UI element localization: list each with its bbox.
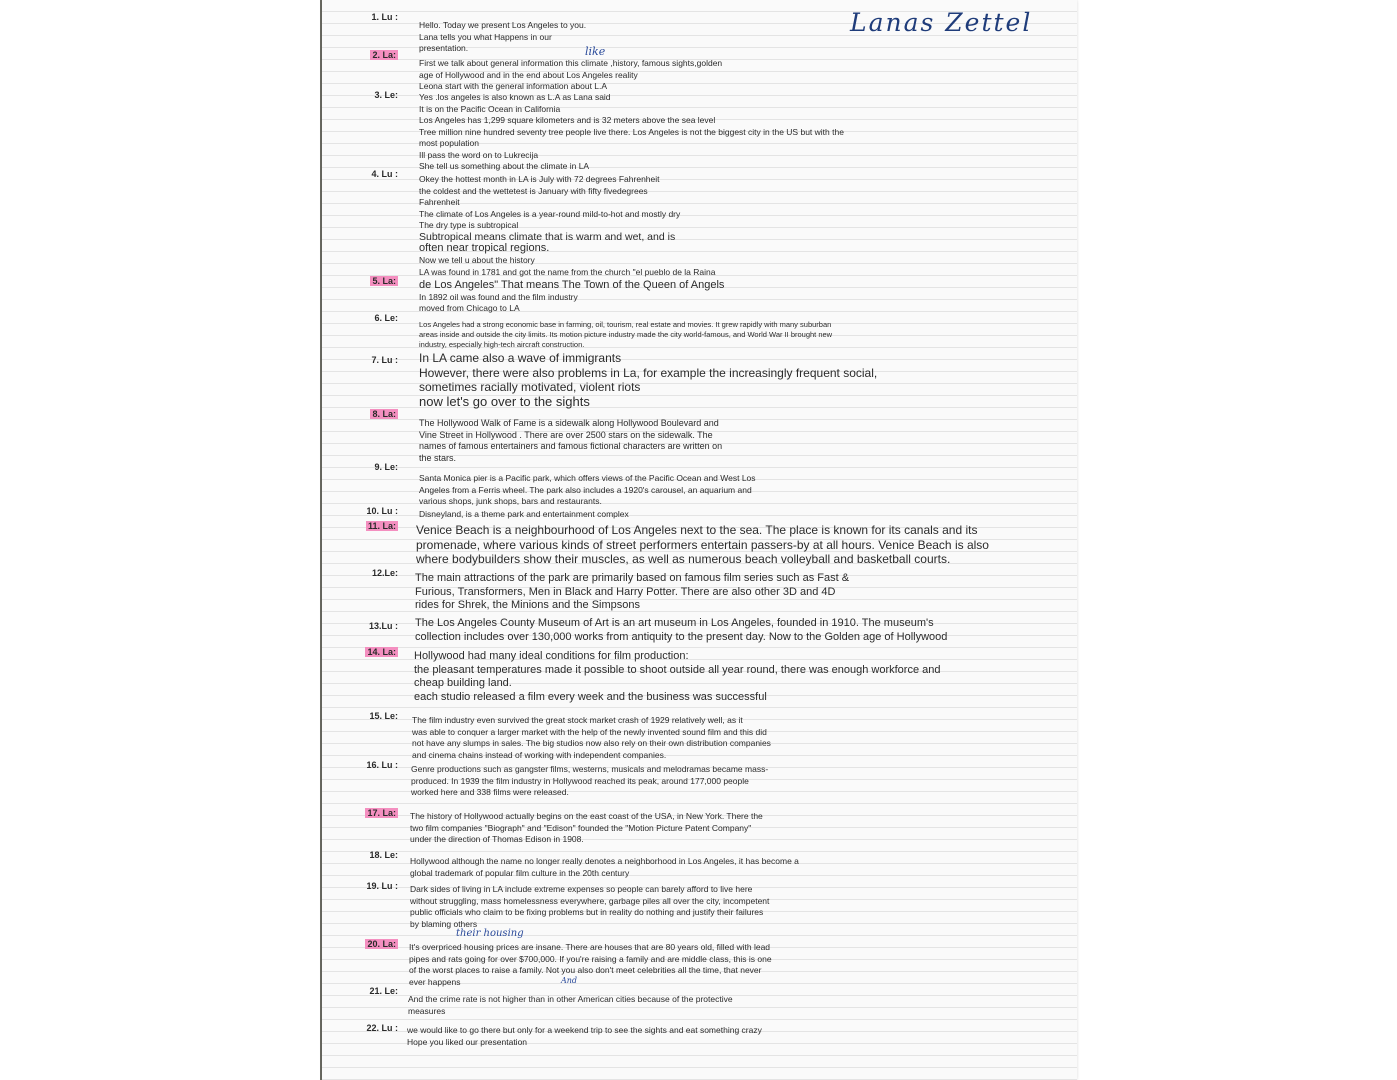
- text-block-22: we would like to go there but only for a weekend trip to see the sights and eat something crazy Hope you liked our presentation: [407, 1025, 762, 1047]
- handwritten-their-housing: their housing: [456, 928, 524, 939]
- text-block-13: The Los Angeles County Museum of Art is an art museum in Los Angeles, founded in 1910. The museum's collection includes over 130,000 works from antiquity to the present day. Now to the Golden age of Hollywood: [415, 617, 948, 643]
- text-block-7: In LA came also a wave of immigrants However, there were also problems in La, for example the increasingly frequent social, sometimes racially motivated, violent riots now let's go over to the sights: [419, 351, 878, 409]
- text-block-14: Hollywood had many ideal conditions for film production: the pleasant temperatures made it possible to shoot outside all year round, there was enough workforce and cheap building land. each studio released a film every week and the business was successful: [414, 650, 941, 703]
- text-block-10: Disneyland, is a theme park and entertainment complex: [419, 509, 629, 519]
- text-block-17: The history of Hollywood actually begins on the east coast of the USA, in New York. There the two film companies "Biograph" and "Edison" founded the "Motion Picture Patent Company" under the direction of Thomas Edison in 1908.: [410, 811, 763, 844]
- text-block-16: Genre productions such as gangster films, westerns, musicals and melodramas became mass- produced. In 1939 the film industry in Hollywood reached its peak, around 177,000 people worked here and 338 films were released.: [411, 764, 769, 797]
- speaker-label-1: 1. Lu :: [371, 12, 398, 22]
- text-block-11: Venice Beach is a neighbourhood of Los Angeles next to the sea. The place is known for its canals and its promenade, where various kinds of street performers entertain passers-by at all hours. Venice Beach is also where bodybuilders show their muscles, as well as numerous beach volleyball and basketball courts.: [416, 523, 989, 566]
- text-block-19: Dark sides of living in LA include extreme expenses so people can barely afford to live here without struggling, mass homelessness everywhere, garbage piles all over the city, incompetent public officials who claim to be fixing problems but in reality do nothing and justify their failures by blaming others: [410, 884, 770, 929]
- speaker-label-5: 5. La:: [372, 276, 396, 286]
- text-block-15: The film industry even survived the great stock market crash of 1929 relatively well, as it was able to conquer a larger market with the help of the newly invented sound film and this did not have any slumps in sales. The big studios now also rely on their own distribution companies and cinema chains instead of working with independent companies.: [412, 715, 771, 760]
- speaker-label-19: 19. Lu :: [366, 881, 398, 891]
- handwritten-and: And: [561, 976, 578, 985]
- text-block-1: Hello. Today we present Los Angeles to you. Lana tells you what Happens in our presentation.: [419, 20, 587, 53]
- speaker-label-14: 14. La:: [367, 647, 396, 657]
- text-block-9: Santa Monica pier is a Pacific park, which offers views of the Pacific Ocean and West Los Angeles from a Ferris wheel. The park also includes a 1920's carousel, an aquarium and various shops, junk shops, bars and restaurants.: [419, 473, 756, 506]
- speaker-label-2: 2. La:: [372, 50, 396, 60]
- text-block-4: Okey the hottest month in LA is July with 72 degrees Fahrenheit the coldest and the wettetest is January with fifty fivedegrees Fahrenheit The climate of Los Angeles is a year-round mild-to-hot and mostly dry The dry type is subtropical Subtropical means climate that is warm and wet, and is often near tropical regions. Now we tell u about the history: [419, 174, 681, 265]
- speaker-label-7: 7. Lu :: [371, 355, 398, 365]
- text-block-20: It's overpriced housing prices are insane. There are houses that are 80 years old, filled with lead pipes and rats going for over $700,000. If you're raising a family and are middle class, this is one of the worst places to raise a family. Not you also don't meet celebrities all the time, that never ever happens: [409, 942, 772, 987]
- text-block-3: Yes .los angeles is also known as L.A as Lana said It is on the Pacific Ocean in California Los Angeles has 1,299 square kilometers and is 32 meters above the sea level Tree million nine hundred seventy tree people live there. Los Angeles is not the biggest city in the US but with the most population Ill pass the word on to Lukrecija She tell us something about the climate in LA: [419, 92, 844, 171]
- speaker-label-16: 16. Lu :: [366, 760, 398, 770]
- speaker-label-20: 20. La:: [367, 939, 396, 949]
- text-block-8: The Hollywood Walk of Fame is a sidewalk along Hollywood Boulevard and Vine Street in Hollywood . There are over 2500 stars on the sidewalk. The names of famous entertainers and famous fictional characters are written on the stars.: [419, 418, 723, 463]
- text-block-2: First we talk about general information this climate ,history, famous sights,golden age of Hollywood and in the end about Los Angeles reality Leona start with the general information about L.A: [419, 58, 723, 91]
- text-block-5: LA was found in 1781 and got the name from the church "el pueblo de la Raina de Los Angeles" That means The Town of the Queen of Angels In 1892 oil was found and the film industry moved from Chicago to LA: [419, 267, 725, 313]
- speaker-label-22: 22. Lu :: [366, 1023, 398, 1033]
- speaker-label-15: 15. Le:: [369, 711, 398, 721]
- speaker-label-4: 4. Lu :: [371, 169, 398, 179]
- speaker-label-18: 18. Le:: [369, 850, 398, 860]
- speaker-label-6: 6. Le:: [374, 313, 398, 323]
- speaker-label-21: 21. Le:: [369, 986, 398, 996]
- handwritten-like: like: [585, 45, 606, 58]
- text-block-18: Hollywood although the name no longer really denotes a neighborhood in Los Angeles, it has become a global trademark of popular film culture in the 20th century: [410, 856, 799, 878]
- speaker-label-9: 9. Le:: [374, 462, 398, 472]
- speaker-label-10: 10. Lu :: [366, 506, 398, 516]
- speaker-label-8: 8. La:: [372, 409, 396, 419]
- text-block-21: And the crime rate is not higher than in other American cities because of the protective measures: [408, 994, 733, 1016]
- text-block-12: The main attractions of the park are primarily based on famous film series such as Fast & Furious, Transformers, Men in Black and Harry Potter. There are also other 3D and 4D rides for Shrek, the Minions and the Simpsons: [415, 572, 850, 611]
- handwritten-title: Lanas Zettel: [850, 8, 1033, 37]
- speaker-label-12: 12.Le:: [371, 568, 398, 578]
- speaker-label-3: 3. Le:: [374, 90, 398, 100]
- speaker-label-11: 11. La:: [367, 521, 396, 531]
- speaker-label-13: 13.Lu :: [368, 621, 398, 631]
- text-block-6: Los Angeles had a strong economic base in farming, oil, tourism, real estate and movies. It grew rapidly with many suburban areas inside and outside the city limits. Its motion picture industry made the city world-famous, and World War II brought new industry, especially high-tech aircraft construction.: [419, 320, 833, 349]
- speaker-label-17: 17. La:: [367, 808, 396, 818]
